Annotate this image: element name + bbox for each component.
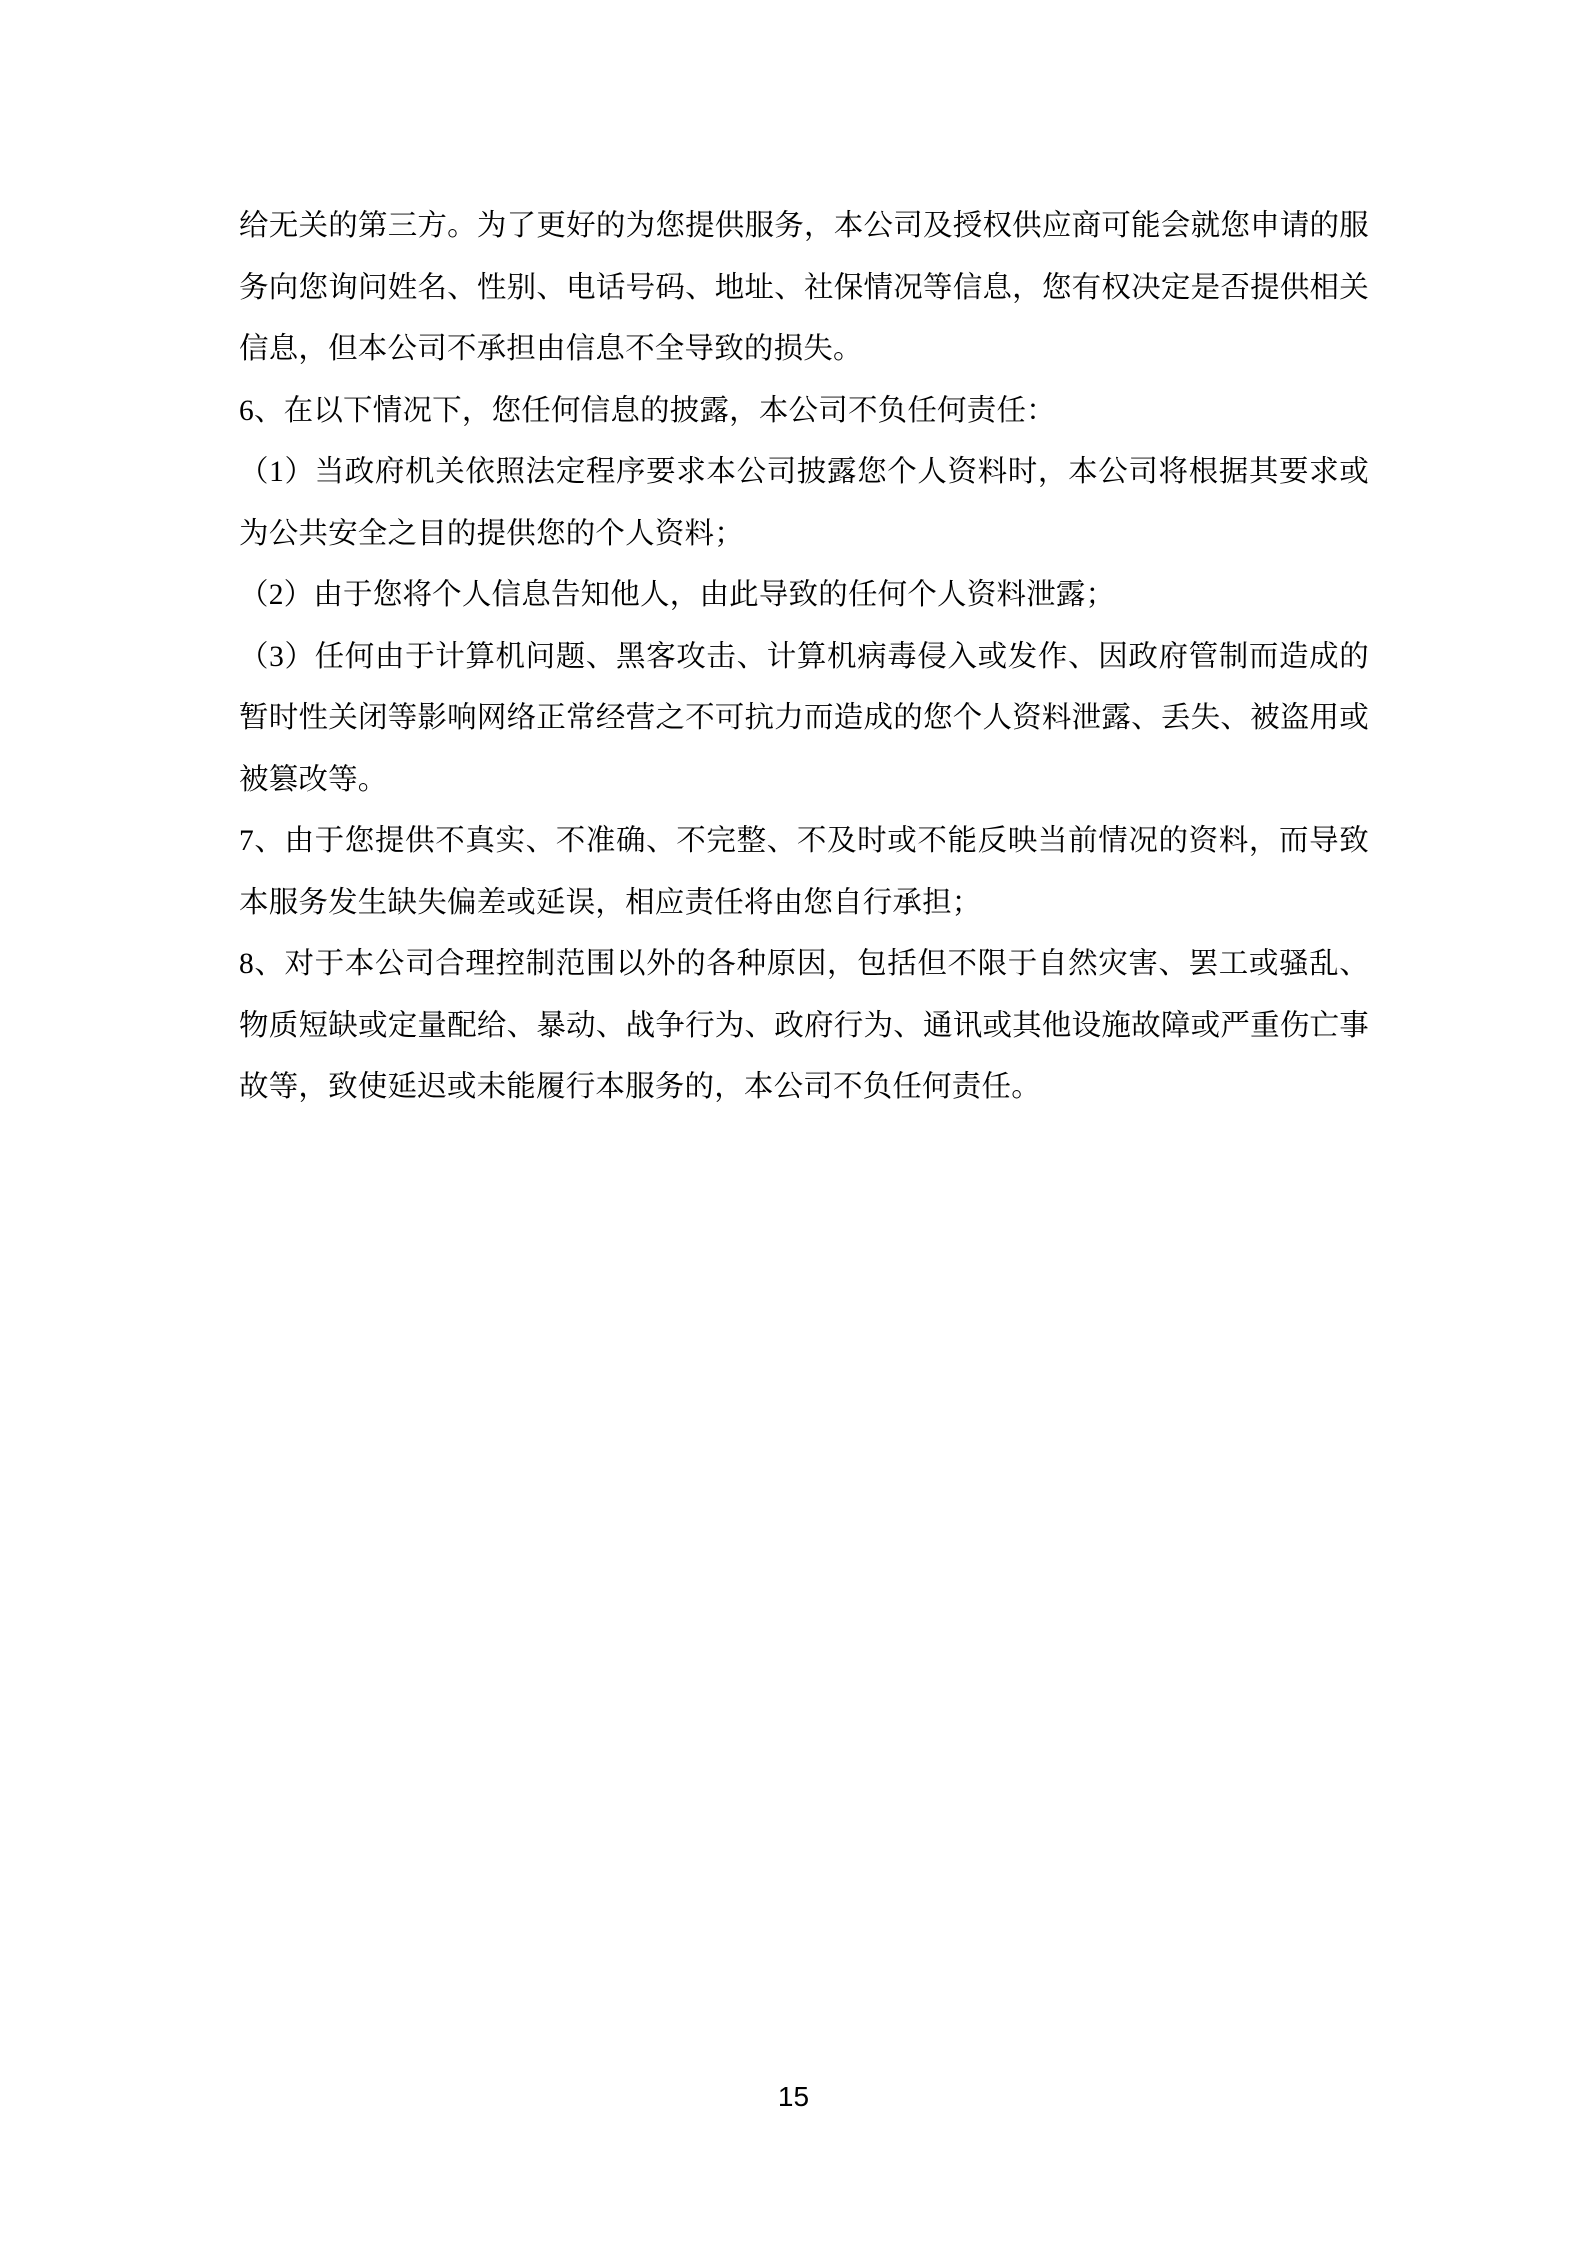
paragraph-clause-7: 7、由于您提供不真实、不准确、不完整、不及时或不能反映当前情况的资料，而导致本服务发生缺失偏差或延误，相应责任将由您自行承担； xyxy=(239,825,1369,919)
document-body xyxy=(239,196,1369,1119)
paragraph-clause-6-item-2: （2）由于您将个人信息告知他人，由此导致的任何个人资料泄露； xyxy=(239,579,1116,611)
paragraph-clause-6-item-1: （1）当政府机关依照法定程序要求本公司披露您个人资料时，本公司将根据其要求或为公共安全之目的提供您的个人资料； xyxy=(239,456,1369,550)
paragraph-clause-8: 8、对于本公司合理控制范围以外的各种原因，包括但不限于自然灾害、罢工或骚乱、物质短缺或定量配给、暴动、战争行为、政府行为、通讯或其他设施故障或严重伤亡事故等，致使延迟或未能履行本服务的，本公司不负任何责任。 xyxy=(239,948,1369,1103)
paragraph-clause-6-item-3: （3）任何由于计算机问题、黑客攻击、计算机病毒侵入或发作、因政府管制而造成的暂时性关闭等影响网络正常经营之不可抗力而造成的您个人资料泄露、丢失、被盗用或被篡改等。 xyxy=(239,640,1369,796)
paragraph-clause-6: 6、在以下情况下，您任何信息的披露，本公司不负任何责任： xyxy=(239,394,1056,427)
paragraph-continuation: 给无关的第三方。为了更好的为您提供服务，本公司及授权供应商可能会就您申请的服务向您询问姓名、性别、电话号码、地址、社保情况等信息，您有权决定是否提供相关信息，但本公司不承担由信息不全导致的损失。 xyxy=(239,210,1369,365)
page-number: 15 xyxy=(777,2081,810,2112)
page-footer xyxy=(0,2080,1587,2114)
